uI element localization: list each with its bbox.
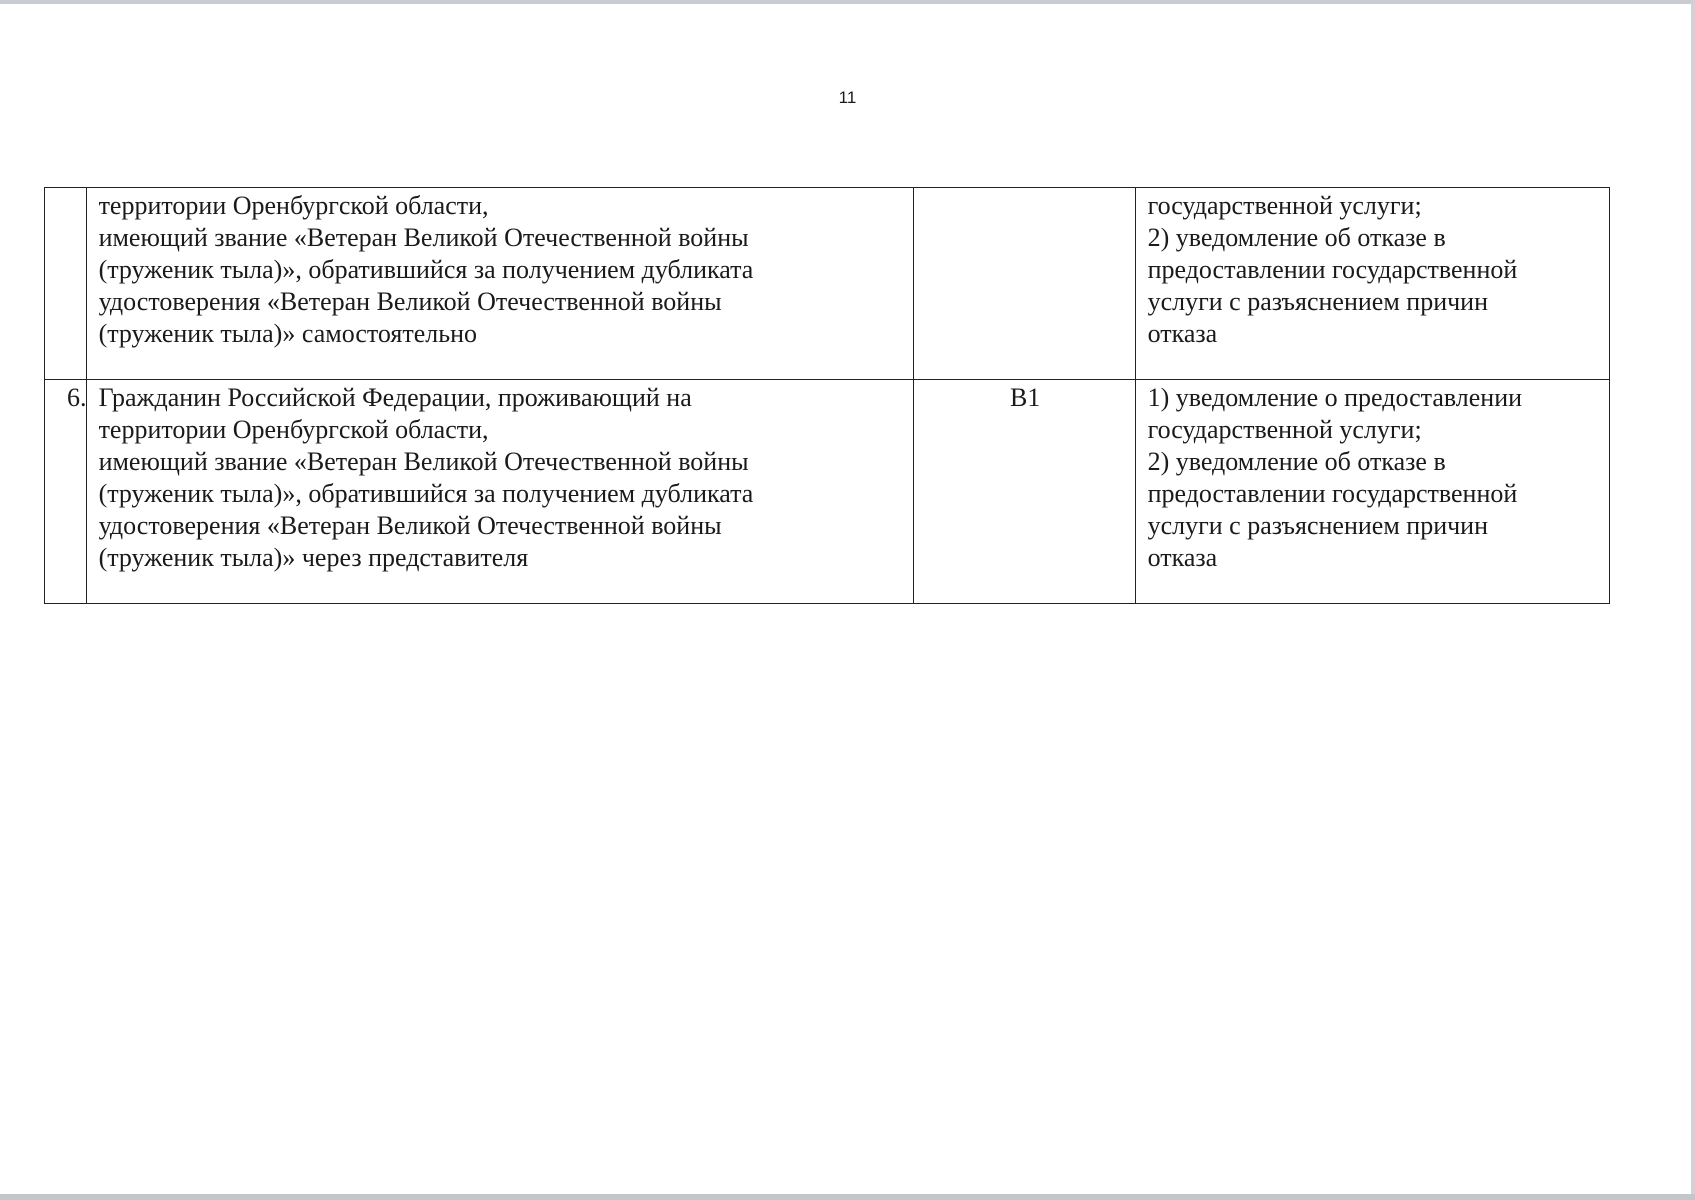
category-text-line: (труженик тыла)», обратившийся за получением дубликата: [98, 255, 754, 284]
result-text-line: отказа: [1147, 319, 1218, 348]
result-text-line: 2) уведомление об отказе в: [1147, 447, 1446, 476]
result-text-line: предоставлении государственной: [1147, 479, 1518, 508]
result-text-line: услуги с разъяснением причин: [1147, 287, 1489, 316]
category-text-line: имеющий звание «Ветеран Великой Отечественной войны: [98, 223, 749, 252]
table-row: [45, 380, 1610, 604]
category-text-line: Гражданин Российской Федерации, проживающий на: [98, 383, 692, 412]
result-text-line: государственной услуги;: [1147, 415, 1422, 444]
category-text-line: территории Оренбургской области,: [98, 415, 489, 444]
variant-code-cell: В1: [913, 380, 1135, 604]
page-number: 11: [838, 88, 857, 107]
category-text-line: территории Оренбургской области,: [98, 191, 489, 220]
applicant-category-cell: [86, 380, 913, 604]
scan-frame-top: [0, 0, 1695, 4]
category-text-line: имеющий звание «Ветеран Великой Отечественной войны: [98, 447, 749, 476]
result-cell: [1135, 380, 1609, 604]
result-text-line: 1) уведомление о предоставлении: [1147, 383, 1523, 412]
service-recipients-table: [44, 187, 1610, 604]
applicant-category-cell: [86, 188, 913, 380]
result-text-line: отказа: [1147, 543, 1218, 572]
result-cell: [1135, 188, 1609, 380]
category-text-line: удостоверения «Ветеран Великой Отечественной войны: [98, 287, 722, 316]
result-text-line: государственной услуги;: [1147, 191, 1422, 220]
variant-code-cell: [913, 188, 1135, 380]
row-number-cell: 6.: [45, 380, 87, 604]
table-row: [45, 188, 1610, 380]
result-text-line: 2) уведомление об отказе в: [1147, 223, 1446, 252]
scan-frame-right: [1691, 0, 1695, 1200]
category-text-line: (труженик тыла)» самостоятельно: [98, 319, 478, 348]
result-text-line: услуги с разъяснением причин: [1147, 511, 1489, 540]
category-text-line: удостоверения «Ветеран Великой Отечественной войны: [98, 511, 722, 540]
result-text-line: предоставлении государственной: [1147, 255, 1518, 284]
row-number-cell: [45, 188, 87, 380]
category-text-line: (труженик тыла)» через представителя: [98, 543, 529, 572]
category-text-line: (труженик тыла)», обратившийся за получением дубликата: [98, 479, 754, 508]
scan-frame-bottom: [0, 1194, 1695, 1200]
